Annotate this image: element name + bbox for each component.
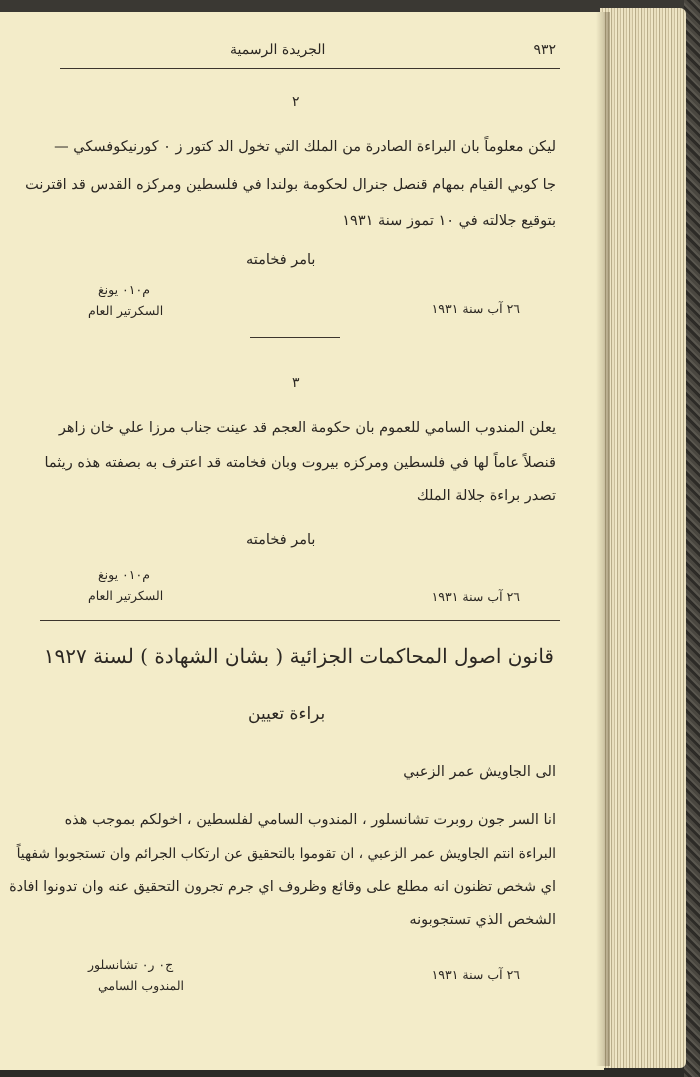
- law-signatory-name: ج٠ ر٠ تشانسلور: [88, 957, 174, 972]
- header-rule: [60, 68, 560, 69]
- notice-2-signatory-title: السكرتير العام: [88, 303, 164, 318]
- notice-2-line-2: جا كوبي القيام بمهام قنصل جنرال لحكومة بولندا في فلسطين ومركزه القدس قد اقترنت: [25, 177, 556, 193]
- book-cover-marbled: [684, 0, 700, 1077]
- notice-2-date: ٢٦ آب سنة ١٩٣١: [431, 301, 520, 316]
- law-title: قانون اصول المحاكمات الجزائية ( بشان الشهادة ) لسنة ١٩٢٧: [43, 644, 554, 668]
- notice-3-number: ٣: [292, 375, 300, 391]
- notice-3-date: ٢٦ آب سنة ١٩٣١: [431, 589, 520, 604]
- page-edges: [600, 8, 686, 1068]
- notice-3-signatory-title: السكرتير العام: [88, 588, 164, 603]
- law-subtitle: براءة تعيين: [248, 704, 326, 724]
- notice-2-by-order: بامر فخامته: [246, 252, 316, 268]
- law-line-1: انا السر جون روبرت تشانسلور ، المندوب السامي لفلسطين ، اخولكم بموجب هذه: [64, 812, 556, 828]
- notice-2-line-1: ليكن معلوماً بان البراءة الصادرة من الملك التي تخول الد كتور ز ٠ كورنيكوفسكي —: [54, 139, 556, 155]
- law-addressee: الى الجاويش عمر الزعبي: [403, 764, 556, 780]
- notice-separator: [250, 337, 340, 338]
- notice-2-signatory-name: م٠١٠ يونغ: [98, 282, 150, 297]
- law-line-4: الشخص الذي تستجوبونه: [409, 912, 556, 928]
- binding-shadow: [596, 12, 610, 1066]
- page-number: ٩٣٢: [533, 42, 556, 58]
- notice-3-signatory-name: م٠١٠ يونغ: [98, 567, 150, 582]
- journal-title: الجريدة الرسمية: [230, 42, 326, 58]
- law-date: ٢٦ آب سنة ١٩٣١: [431, 967, 520, 982]
- notice-2-number: ٢: [292, 94, 300, 110]
- notice-3-line-3: تصدر براءة جلالة الملك: [416, 488, 556, 504]
- notice-3-line-2: قنصلاً عاماً لها في فلسطين ومركزه بيروت وبان فخامته قد اعترف به بصفته هذه ريثما: [44, 455, 556, 471]
- notice-2-line-3: بتوقيع جلالته في ١٠ تموز سنة ١٩٣١: [342, 213, 556, 229]
- notice-3-line-1: يعلن المندوب السامي للعموم بان حكومة العجم قد عينت جناب مرزا علي خان زاهر: [58, 420, 556, 436]
- law-line-2: البراءة انتم الجاويش عمر الزعبي ، ان تقوموا بالتحقيق عن ارتكاب الجرائم وان تستجوبوا شفهياً: [16, 846, 556, 862]
- law-line-3: اي شخص تظنون انه مطلع على وقائع وظروف اي جرم تجرون التحقيق عنه وان تدونوا افادة: [9, 879, 556, 895]
- law-signatory-title: المندوب السامي: [98, 978, 184, 993]
- gazette-page: [0, 12, 604, 1070]
- section-rule: [40, 620, 560, 621]
- notice-3-by-order: بامر فخامته: [246, 532, 316, 548]
